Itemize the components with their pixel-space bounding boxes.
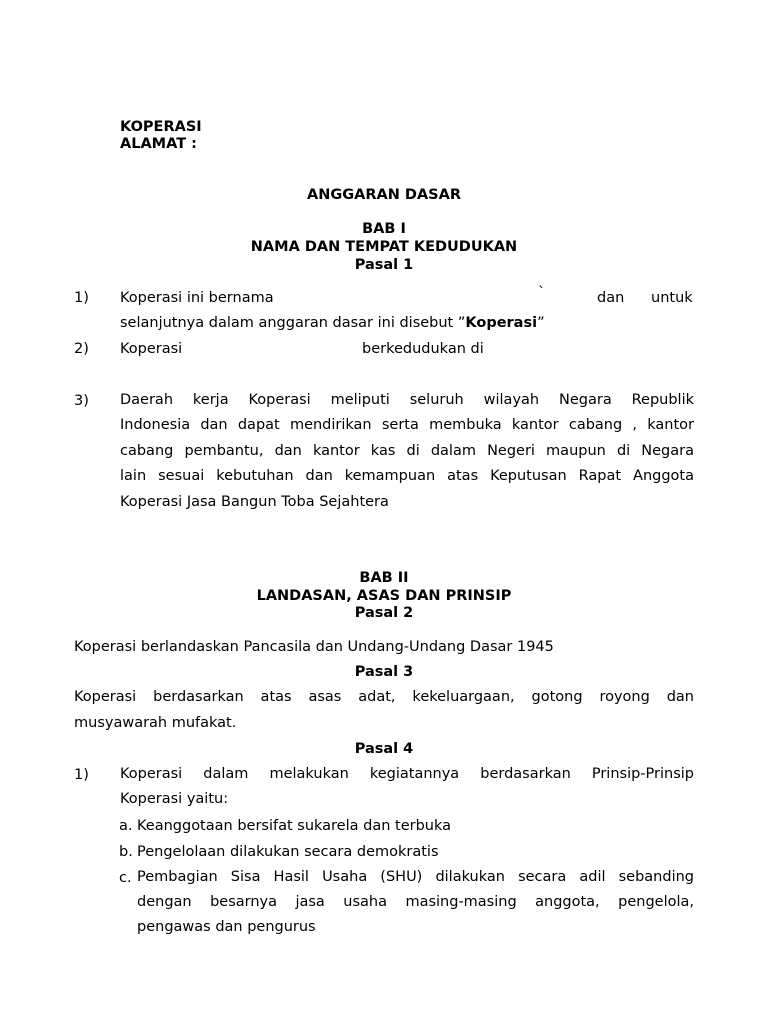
item1-line2 [120, 314, 545, 332]
item1-untuk: untuk [651, 290, 693, 306]
pasal1-heading: Pasal 1 [354, 257, 414, 273]
sub-item-text: Keanggotaan bersifat sukarela dan terbuka [137, 818, 452, 834]
item3-line: Daerah kerja Koperasi meliputi seluruh wilayah Negara Republik [120, 392, 694, 408]
pasal2-text: Koperasi berlandaskan Pancasila dan Undang-Undang Dasar 1945 [74, 639, 554, 655]
sub-item-text: Pengelolaan dilakukan secara demokratis [137, 844, 439, 860]
sub-item-text: pengawas dan pengurus [137, 919, 316, 935]
item2-text: Koperasi [120, 341, 183, 357]
item-number: 1) [74, 290, 89, 306]
item1-dan: dan [597, 290, 625, 306]
sub-item-letter: a. [119, 818, 133, 834]
bab2-subtitle: LANDASAN, ASAS DAN PRINSIP [256, 588, 512, 604]
sub-item-text: Pembagian Sisa Hasil Usaha (SHU) dilakukan secara adil sebanding [137, 869, 694, 885]
bab2-heading: BAB II [359, 570, 409, 586]
pasal4-line: Koperasi yaitu: [120, 791, 229, 807]
item3-line: Koperasi Jasa Bangun Toba Sejahtera [120, 494, 389, 510]
bab1-subtitle: NAMA DAN TEMPAT KEDUDUKAN [250, 239, 518, 255]
item-number: 3) [74, 393, 89, 409]
closing-quote: ” [537, 315, 545, 331]
item-number: 2) [74, 341, 89, 357]
sub-item-text: dengan besarnya jasa usaha masing-masing anggota, pengelola, [137, 894, 694, 910]
bab1-heading: BAB I [362, 221, 406, 237]
sub-item-letter: b. [119, 844, 133, 860]
koperasi-bold: Koperasi [465, 315, 538, 331]
pasal3-heading: Pasal 3 [354, 664, 414, 680]
item1-mark: ` [538, 285, 546, 301]
item3-line: cabang pembantu, dan kantor kas di dalam Negeri maupun di Negara [120, 443, 694, 459]
pasal3-line: musyawarah mufakat. [74, 715, 237, 731]
item-number: 1) [74, 767, 89, 783]
item1-line2-text: selanjutnya dalam anggaran dasar ini disebut ” [120, 315, 466, 331]
pasal4-line: Koperasi dalam melakukan kegiatannya berdasarkan Prinsip-Prinsip [120, 766, 694, 782]
sub-item-letter: c. [119, 870, 132, 886]
pasal4-heading: Pasal 4 [354, 741, 414, 757]
item2-kedudukan: berkedudukan di [362, 341, 484, 357]
item3-line: lain sesuai kebutuhan dan kemampuan atas Keputusan Rapat Anggota [120, 468, 694, 484]
item1-text: Koperasi ini bernama [120, 290, 274, 306]
item3-line: Indonesia dan dapat mendirikan serta membuka kantor cabang , kantor [120, 417, 694, 433]
koperasi-label: KOPERASI [120, 119, 202, 135]
alamat-label: ALAMAT : [120, 136, 197, 152]
pasal2-heading: Pasal 2 [354, 605, 414, 621]
document-title: ANGGARAN DASAR [306, 187, 462, 203]
pasal3-line: Koperasi berdasarkan atas asas adat, kekeluargaan, gotong royong dan [74, 689, 694, 705]
